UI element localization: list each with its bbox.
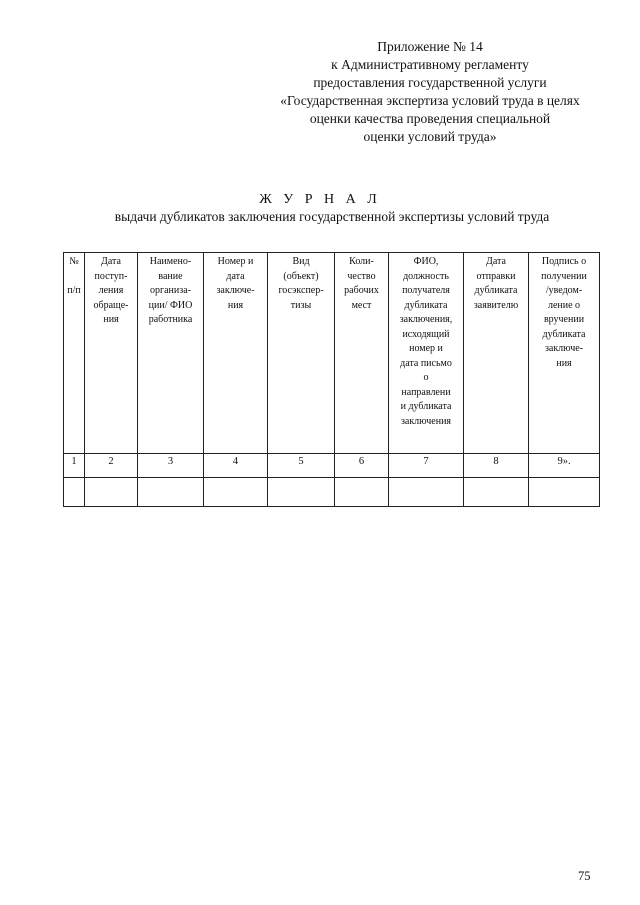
header-line: Дата — [101, 256, 121, 267]
header-line: Вид — [292, 256, 310, 267]
register-table — [63, 252, 600, 507]
header-cell-text — [390, 255, 462, 429]
column-number-cell: 4 — [204, 454, 268, 478]
empty-entry-row — [64, 478, 600, 507]
header-cell — [529, 253, 600, 454]
header-cell-text — [336, 255, 387, 313]
header-line: госэкспер- — [278, 285, 324, 296]
header-line: дубликата — [404, 299, 448, 311]
header-line: вание — [158, 270, 183, 282]
header-cell-text — [65, 255, 83, 299]
journal-subtitle: выдачи дубликатов заключения государственной экспертизы условий труда — [114, 209, 550, 224]
header-line: Наимено- — [149, 256, 192, 267]
header-line: заключе- — [216, 285, 255, 296]
header-line: Дата — [486, 256, 506, 267]
header-line: получении — [541, 270, 587, 282]
header-line: заявителю — [473, 299, 519, 311]
header-line: № — [69, 256, 79, 267]
header-line: направлени — [401, 386, 451, 398]
appendix-line: предоставления государственной услуги — [313, 75, 547, 90]
header-line: ции/ ФИО — [148, 299, 193, 311]
header-cell — [389, 253, 464, 454]
header-line: ния — [103, 314, 119, 325]
header-cell — [85, 253, 138, 454]
header-line: номер и — [409, 343, 443, 354]
appendix-heading — [230, 38, 630, 146]
empty-cell — [464, 478, 529, 507]
header-line: мест — [351, 299, 372, 311]
header-line: ление о — [547, 299, 581, 311]
header-line: организа- — [150, 285, 191, 296]
appendix-line: «Государственная экспертиза условий труда в целях — [280, 93, 580, 108]
column-number-cell: 3 — [138, 454, 204, 478]
header-line: тизы — [290, 299, 312, 311]
empty-cell — [204, 478, 268, 507]
column-number-cell: 1 — [64, 454, 85, 478]
appendix-line: оценки условий труда» — [363, 129, 497, 144]
header-cell — [204, 253, 268, 454]
empty-cell — [529, 478, 600, 507]
header-line: Коли- — [349, 256, 374, 267]
empty-cell — [268, 478, 335, 507]
empty-cell — [138, 478, 204, 507]
header-cell — [464, 253, 529, 454]
header-line: и дубликата — [400, 401, 452, 412]
header-line: поступ- — [94, 270, 128, 282]
appendix-line: Приложение № 14 — [377, 39, 483, 54]
page-number: 75 — [578, 869, 591, 883]
header-line: дубликата — [542, 328, 586, 340]
column-number-cell: 2 — [85, 454, 138, 478]
empty-cell — [335, 478, 389, 507]
header-cell — [335, 253, 389, 454]
header-line: о — [423, 372, 429, 383]
header-cell — [138, 253, 204, 454]
header-cell — [64, 253, 85, 454]
header-cell — [268, 253, 335, 454]
header-cell-text — [530, 255, 598, 371]
appendix-line: оценки качества проведения специальной — [309, 111, 551, 126]
journal-title: Ж У Р Н А Л — [259, 192, 381, 207]
header-line: отправки — [476, 270, 516, 282]
header-line: заключения, — [399, 314, 453, 325]
header-line: дата письмо — [400, 357, 452, 369]
empty-cell — [85, 478, 138, 507]
header-line: обраще- — [93, 299, 129, 311]
header-line: ФИО, — [413, 256, 439, 267]
header-line: Номер и — [217, 256, 254, 267]
empty-cell — [64, 478, 85, 507]
header-line: должность — [403, 270, 449, 282]
header-line: ния — [227, 299, 244, 311]
header-cell-text — [465, 255, 527, 313]
header-cell-text — [86, 255, 136, 328]
header-cell-text — [269, 255, 333, 313]
column-number-cell: 8 — [464, 454, 529, 478]
column-number-cell: 9». — [529, 454, 600, 478]
column-number-row — [64, 454, 600, 478]
header-line: п/п — [67, 285, 81, 296]
header-line: /уведом- — [545, 285, 583, 296]
empty-cell — [389, 478, 464, 507]
appendix-line: к Административному регламенту — [331, 57, 529, 72]
header-line: заключе- — [544, 343, 584, 354]
header-line: дата — [226, 270, 245, 282]
header-line: рабочих — [344, 285, 379, 296]
header-line: (объект) — [283, 270, 319, 282]
header-line: исходящий — [402, 328, 450, 340]
header-line: ния — [556, 357, 572, 369]
header-line: получателя — [402, 285, 450, 296]
header-line: ления — [98, 285, 124, 296]
header-line: дубликата — [474, 285, 518, 296]
column-number-cell: 6 — [335, 454, 389, 478]
header-line — [65, 270, 83, 285]
header-cell-text — [205, 255, 266, 313]
header-line: Подпись о — [541, 256, 587, 267]
column-number-cell: 5 — [268, 454, 335, 478]
header-line: заключения — [400, 415, 452, 427]
header-line: работника — [148, 314, 193, 325]
header-line: чество — [347, 270, 376, 282]
column-number-cell: 7 — [389, 454, 464, 478]
header-cell-text — [139, 255, 202, 328]
header-line: вручении — [543, 314, 585, 325]
table-header-row — [64, 253, 600, 454]
